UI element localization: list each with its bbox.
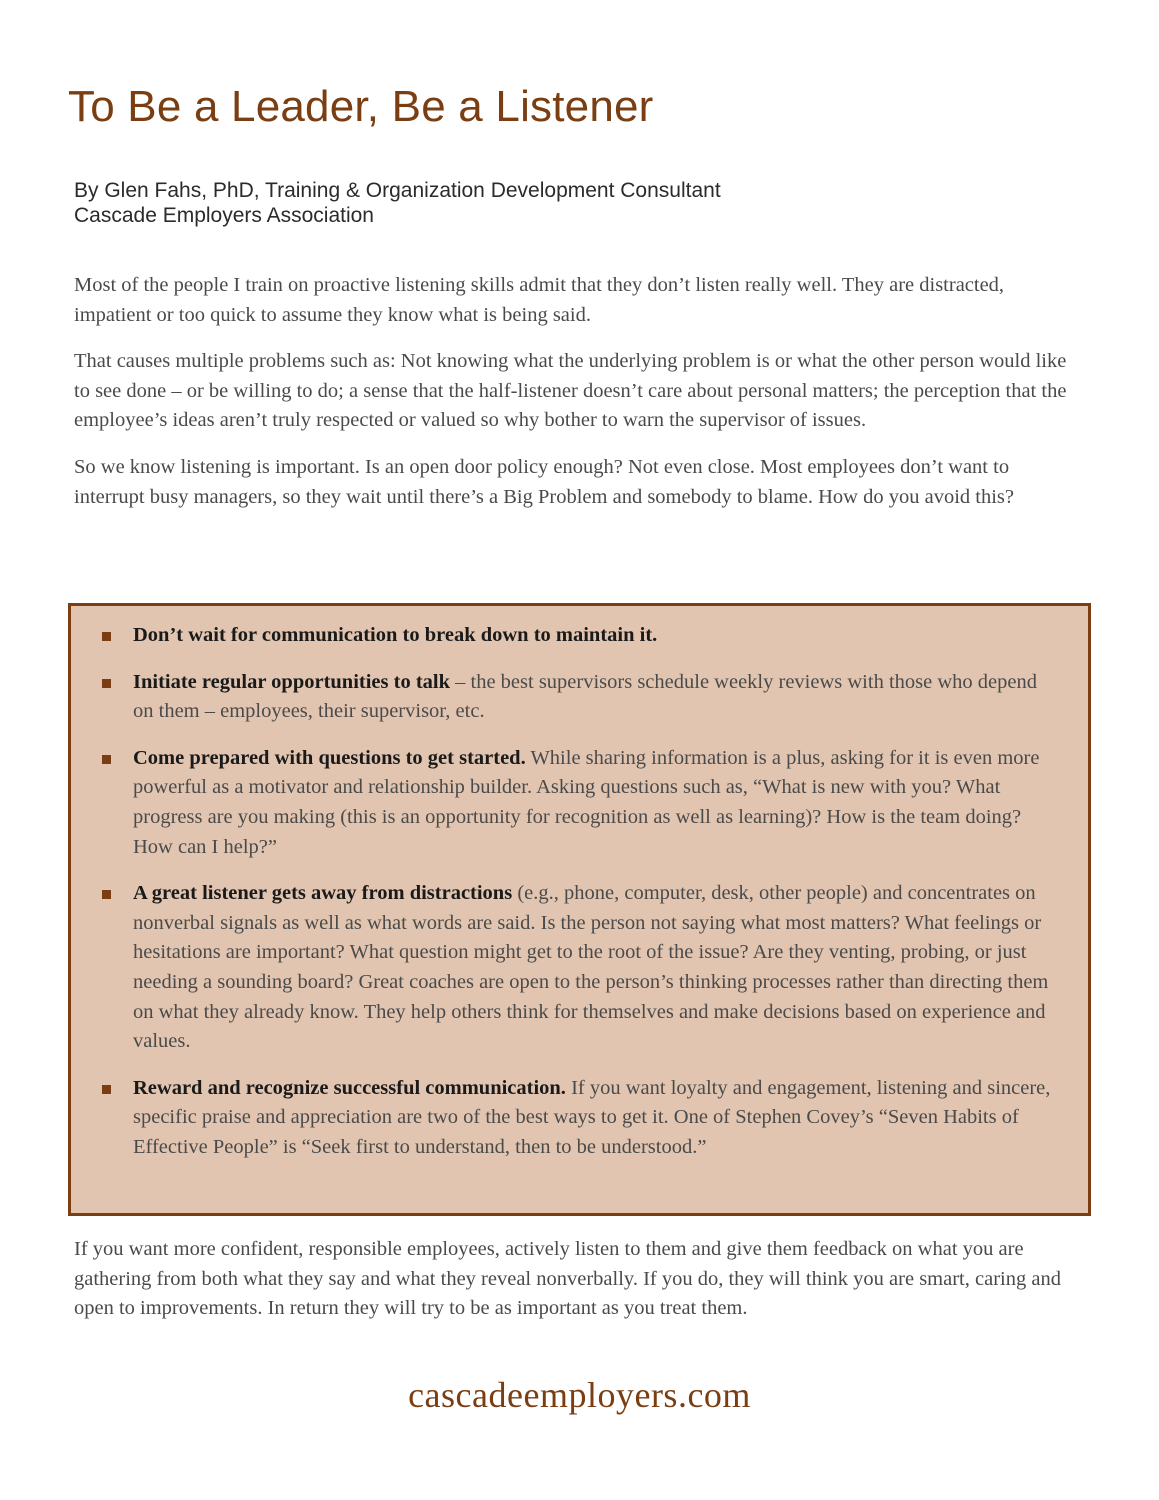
tip-text: – the best supervisors schedule weekly reviews with those who depend on them – employees, their supervisor, etc.	[133, 670, 1037, 723]
tip-text: If you want loyalty and engagement, listening and sincere, specific praise and appreciation are two of the best ways to get it. One of Stephen Covey’s “Seven Habits of Effective People” is “Seek first to understand, then to be understood.”	[133, 1076, 1051, 1158]
tip-lead: Reward and recognize successful communication.	[133, 1076, 566, 1099]
tip-item	[99, 1074, 1058, 1163]
tip-item	[99, 879, 1058, 1057]
organization-line: Cascade Employers Association	[74, 204, 374, 227]
tip-text: While sharing information is a plus, asking for it is even more powerful as a motivator and relationship builder. Asking questions such as, “What is new with you? What progress are you making (this is an opportunity for recognition as well as learning)? How is the team doing? How can I help?”	[133, 746, 1040, 858]
tip-lead: A great listener gets away from distractions	[133, 882, 513, 905]
tip-item	[99, 744, 1058, 862]
closing-paragraph: If you want more confident, responsible employees, actively listen to them and give them feedback on what you are gathering from both what they say and what they reveal nonverbally. If you do, they will think you are smart, caring and open to improvements. In return they will try to be as important as you treat them.	[74, 1238, 1061, 1320]
square-bullet-icon	[102, 1085, 111, 1094]
square-bullet-icon	[102, 890, 111, 899]
tip-text: (e.g., phone, computer, desk, other people) and concentrates on nonverbal signals as well as what words are said. Is the person not saying what most matters? What feelings or hesitations are important? What question might get to the root of the issue? Are they venting, probing, or just needing a sounding board? Great coaches are open to the person’s thinking processes rather than directing them on what they already know. They help others think for themselves and make decisions based on experience and values.	[133, 882, 1049, 1053]
intro-paragraph: Most of the people I train on proactive listening skills admit that they don’t listen really well. They are distracted, impatient or too quick to assume they know what is being said.	[74, 274, 1005, 326]
intro-paragraph: So we know listening is important. Is an open door policy enough? Not even close. Most employees don’t want to interrupt busy managers, so they wait until there’s a Big Problem and somebody to blame. How do you avoid this?	[74, 455, 1014, 508]
tip-item	[99, 668, 1058, 727]
square-bullet-icon	[102, 632, 111, 641]
byline	[74, 178, 721, 228]
tip-lead: Don’t wait for communication to break down to maintain it.	[133, 624, 658, 646]
tips-callout-box	[68, 603, 1091, 1216]
square-bullet-icon	[102, 679, 111, 688]
intro-paragraph: That causes multiple problems such as: Not knowing what the underlying problem is or what the other person would like to see done – or be willing to do; a sense that the half-listener doesn’t care about personal matters; the perception that the employee’s ideas aren’t truly respected or valued so why bother to warn the supervisor of issues.	[74, 350, 1067, 432]
tips-list	[99, 621, 1058, 1163]
tip-lead: Come prepared with questions to get started.	[133, 746, 526, 769]
tip-lead: Initiate regular opportunities to talk	[133, 670, 450, 693]
footer-website-link[interactable]: cascadeemployers.com	[408, 1375, 751, 1415]
intro-section	[74, 271, 1084, 529]
author-line: By Glen Fahs, PhD, Training & Organization Development Consultant	[74, 179, 721, 202]
page-title: To Be a Leader, Be a Listener	[68, 82, 654, 131]
square-bullet-icon	[102, 755, 111, 764]
tip-item	[99, 621, 1058, 651]
